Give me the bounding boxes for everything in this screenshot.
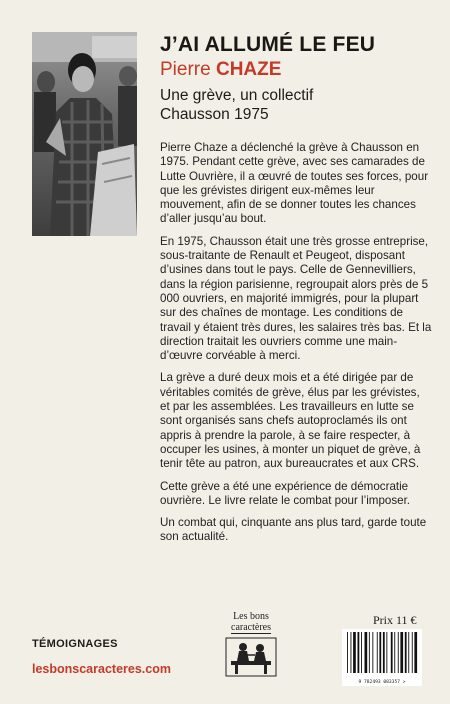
- collection-name: TÉMOIGNAGES: [32, 638, 118, 650]
- blurb-paragraph: En 1975, Chausson était une très grosse entreprise, sous-traitante de Renault et Peugeot, disposant d’usines dans tout le pays. Celle de Gennevilliers, dans la région parisienne, regroupait alors près de 5 000 ouvriers, en majorité immigrés, pour la plupart sur des chaînes de montage. Les conditions de travail y étaient très dures, les salaires très bas. Et la direction traitait les ouvriers comme une main-d’œuvre corvéable à merci.: [160, 234, 432, 363]
- striker-photo-illustration: [32, 32, 137, 236]
- isbn-barcode: [342, 629, 422, 686]
- publisher-logo: [222, 611, 280, 677]
- book-subtitle: [160, 86, 313, 124]
- publisher-website: lesbonscaracteres.com: [32, 662, 171, 676]
- publisher-name-line: caractères: [231, 622, 271, 633]
- author-last-name: CHAZE: [215, 59, 282, 80]
- cover-photo: [32, 32, 137, 236]
- blurb-paragraph: La grève a duré deux mois et a été dirigée par de véritables comités de grève, élus par les grévistes, et par les assemblées. Les travailleurs en lutte se sont organisés sans chefs autoproclamés ils ont appris à prendre la parole, à se faire respecter, à occuper les usines, à monter un piquet de grève, à tenir tête au patron, aux bureaucrates et aux CRS.: [160, 371, 421, 471]
- isbn-number: 9 782493 083357 >: [358, 680, 406, 685]
- publisher-name-line: Les bons: [233, 611, 269, 622]
- blurb-paragraph: Un combat qui, cinquante ans plus tard, garde toute son actualité.: [160, 516, 427, 544]
- blurb-paragraph: Pierre Chaze a déclenché la grève à Chausson en 1975. Pendant cette grève, avec ses camarades de Lutte Ouvrière, il a œuvré de toutes ses forces, pour que les grévistes dirigent eux-mêmes leur mouvement, afin de se donner toutes les chances d’aller jusqu’au bout.: [160, 141, 429, 226]
- price-label: Prix 11 €: [373, 613, 417, 627]
- author-first-name: Pierre: [160, 59, 211, 80]
- subtitle-line: Une grève, un collectif: [160, 87, 314, 104]
- printing-press-icon: [225, 637, 277, 677]
- barcode-icon: [342, 629, 422, 677]
- blurb-paragraph: Cette grève a été une expérience de démocratie ouvrière. Le livre relate le combat pour l’imposer.: [160, 479, 411, 507]
- book-title: J’AI ALLUMÉ LE FEU: [160, 33, 376, 56]
- subtitle-line: Chausson 1975: [160, 106, 269, 123]
- back-cover-blurb: [160, 141, 432, 553]
- author-name: [160, 59, 281, 81]
